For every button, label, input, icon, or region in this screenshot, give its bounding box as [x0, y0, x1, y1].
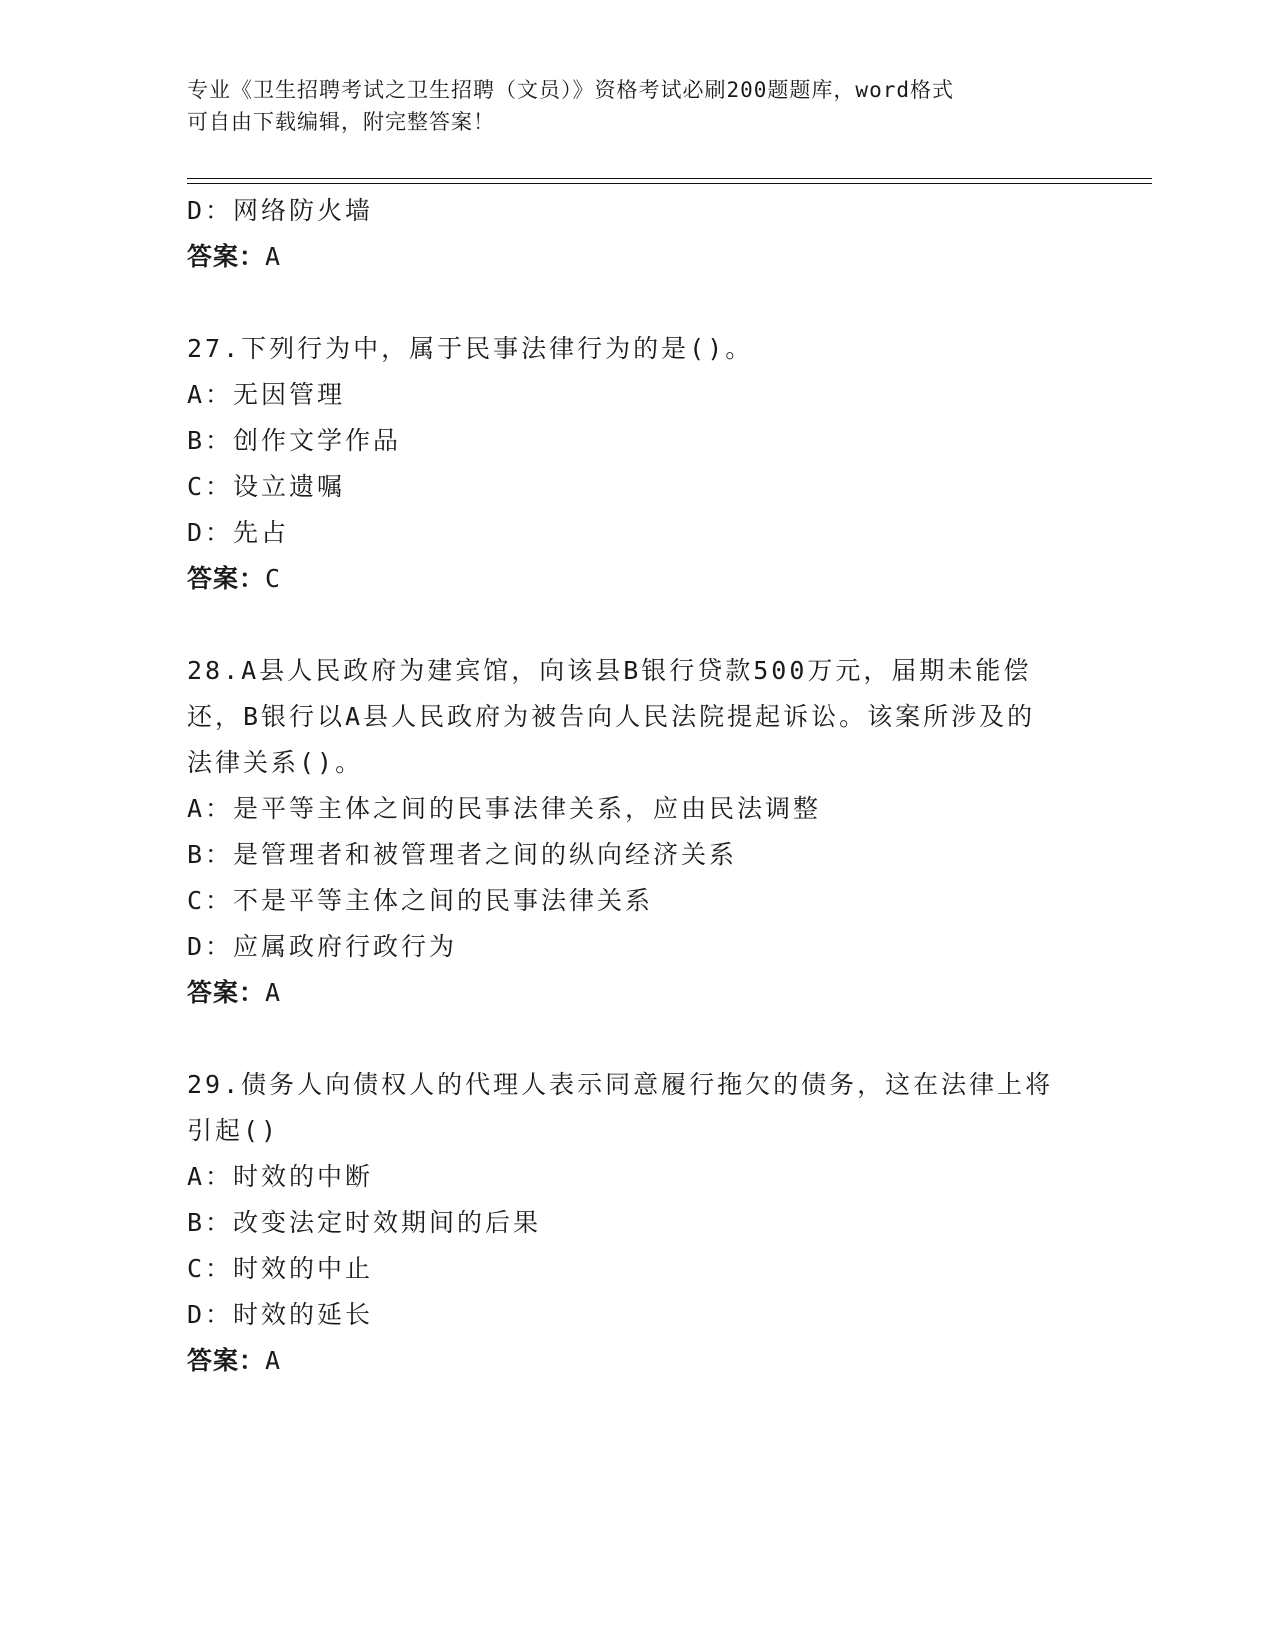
option-c: C：不是平等主体之间的民事法律关系 — [187, 886, 654, 915]
answer-label: 答案： — [187, 978, 266, 1007]
question-stem-line-2: 引起() — [187, 1116, 280, 1145]
answer-label: 答案： — [187, 564, 266, 593]
option-d: D：先占 — [187, 518, 290, 547]
option-b: B：改变法定时效期间的后果 — [187, 1208, 542, 1237]
answer-label: 答案： — [187, 242, 266, 271]
answer-line — [187, 234, 1087, 280]
answer-value: A — [265, 1346, 282, 1375]
option-a: A：无因管理 — [187, 380, 346, 409]
header-rule-bottom — [187, 183, 1152, 184]
question-stem-line-2: 还，B银行以A县人民政府为被告向人民法院提起诉讼。该案所涉及的 — [187, 702, 1036, 731]
option-c: C：时效的中止 — [187, 1254, 374, 1283]
question-stem-line-1: 28.A县人民政府为建宾馆，向该县B银行贷款500万元，届期未能偿 — [187, 656, 1032, 685]
answer-value: A — [265, 978, 282, 1007]
option-b: B：创作文学作品 — [187, 426, 402, 455]
question-stem-line-3: 法律关系()。 — [187, 748, 364, 777]
option-d: D：时效的延长 — [187, 1300, 374, 1329]
answer-label: 答案： — [187, 1346, 266, 1375]
answer-line — [187, 1338, 1087, 1384]
header-line-1: 专业《卫生招聘考试之卫生招聘（文员）》资格考试必刷200题题库，word格式 — [187, 78, 954, 102]
answer-value: A — [265, 242, 282, 271]
option-d: D：网络防火墙 — [187, 196, 374, 225]
option-a: A：是平等主体之间的民事法律关系，应由民法调整 — [187, 794, 822, 823]
option-b: B：是管理者和被管理者之间的纵向经济关系 — [187, 840, 738, 869]
option-a: A：时效的中断 — [187, 1162, 374, 1191]
option-c: C：设立遗嘱 — [187, 472, 346, 501]
question-stem: 27.下列行为中，属于民事法律行为的是()。 — [187, 334, 754, 363]
document-header — [187, 74, 1067, 138]
header-line-2: 可自由下载编辑，附完整答案！ — [187, 110, 495, 134]
document-body — [187, 188, 1087, 1384]
answer-line — [187, 556, 1087, 602]
answer-value: C — [265, 564, 282, 593]
header-rule-top — [187, 178, 1152, 179]
question-stem-line-1: 29.债务人向债权人的代理人表示同意履行拖欠的债务，这在法律上将 — [187, 1070, 1054, 1099]
option-d: D：应属政府行政行为 — [187, 932, 458, 961]
answer-line — [187, 970, 1087, 1016]
